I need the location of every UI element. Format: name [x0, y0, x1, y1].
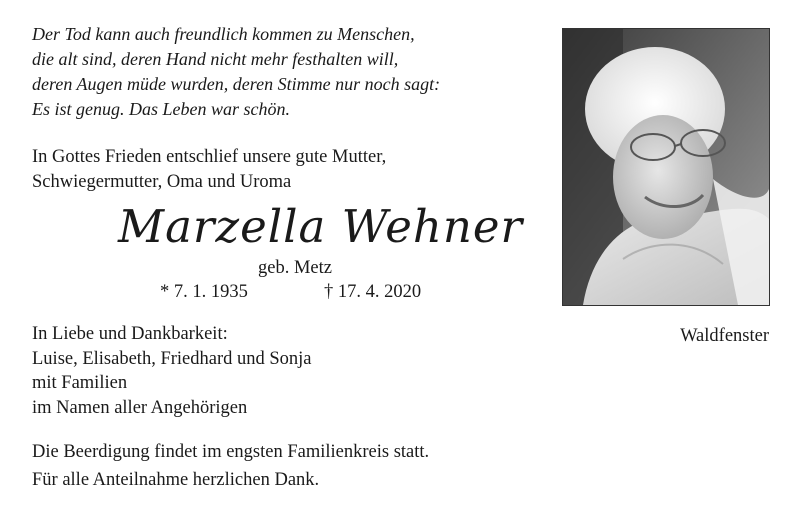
closing-line: Für alle Anteilnahme herzlichen Dank. — [32, 470, 320, 490]
intro-line: In Gottes Frieden entschlief unsere gute Mutter, — [32, 147, 387, 167]
poem-line: Es ist genug. Das Leben war schön. — [32, 99, 290, 119]
mourners-block — [32, 322, 312, 420]
closing-line: Die Beerdigung findet im engsten Familienkreis statt. — [32, 442, 430, 462]
closing-notes — [32, 438, 429, 494]
portrait-photo — [562, 28, 770, 306]
intro-line: Schwiegermutter, Oma und Uroma — [32, 172, 292, 192]
mourners-line: In Liebe und Dankbarkeit: — [32, 324, 228, 344]
mourners-line: im Namen aller Angehörigen — [32, 397, 248, 418]
maiden-name: geb. Metz — [258, 258, 332, 278]
mourners-line: mit Familien — [32, 373, 128, 393]
mourners-line: Luise, Elisabeth, Friedhard und Sonja — [32, 348, 312, 369]
birth-date: * 7. 1. 1935 — [160, 282, 248, 302]
death-date: † 17. 4. 2020 — [324, 282, 422, 302]
poem-line: deren Augen müde wurden, deren Stimme nur noch sagt: — [32, 74, 441, 94]
deceased-name: Marzella Wehner — [118, 200, 523, 253]
intro-text — [32, 145, 386, 195]
location: Waldfenster — [680, 326, 769, 346]
poem — [32, 22, 440, 122]
poem-line: Der Tod kann auch freundlich kommen zu Menschen, — [32, 24, 415, 44]
poem-line: die alt sind, deren Hand nicht mehr festhalten will, — [32, 49, 399, 69]
